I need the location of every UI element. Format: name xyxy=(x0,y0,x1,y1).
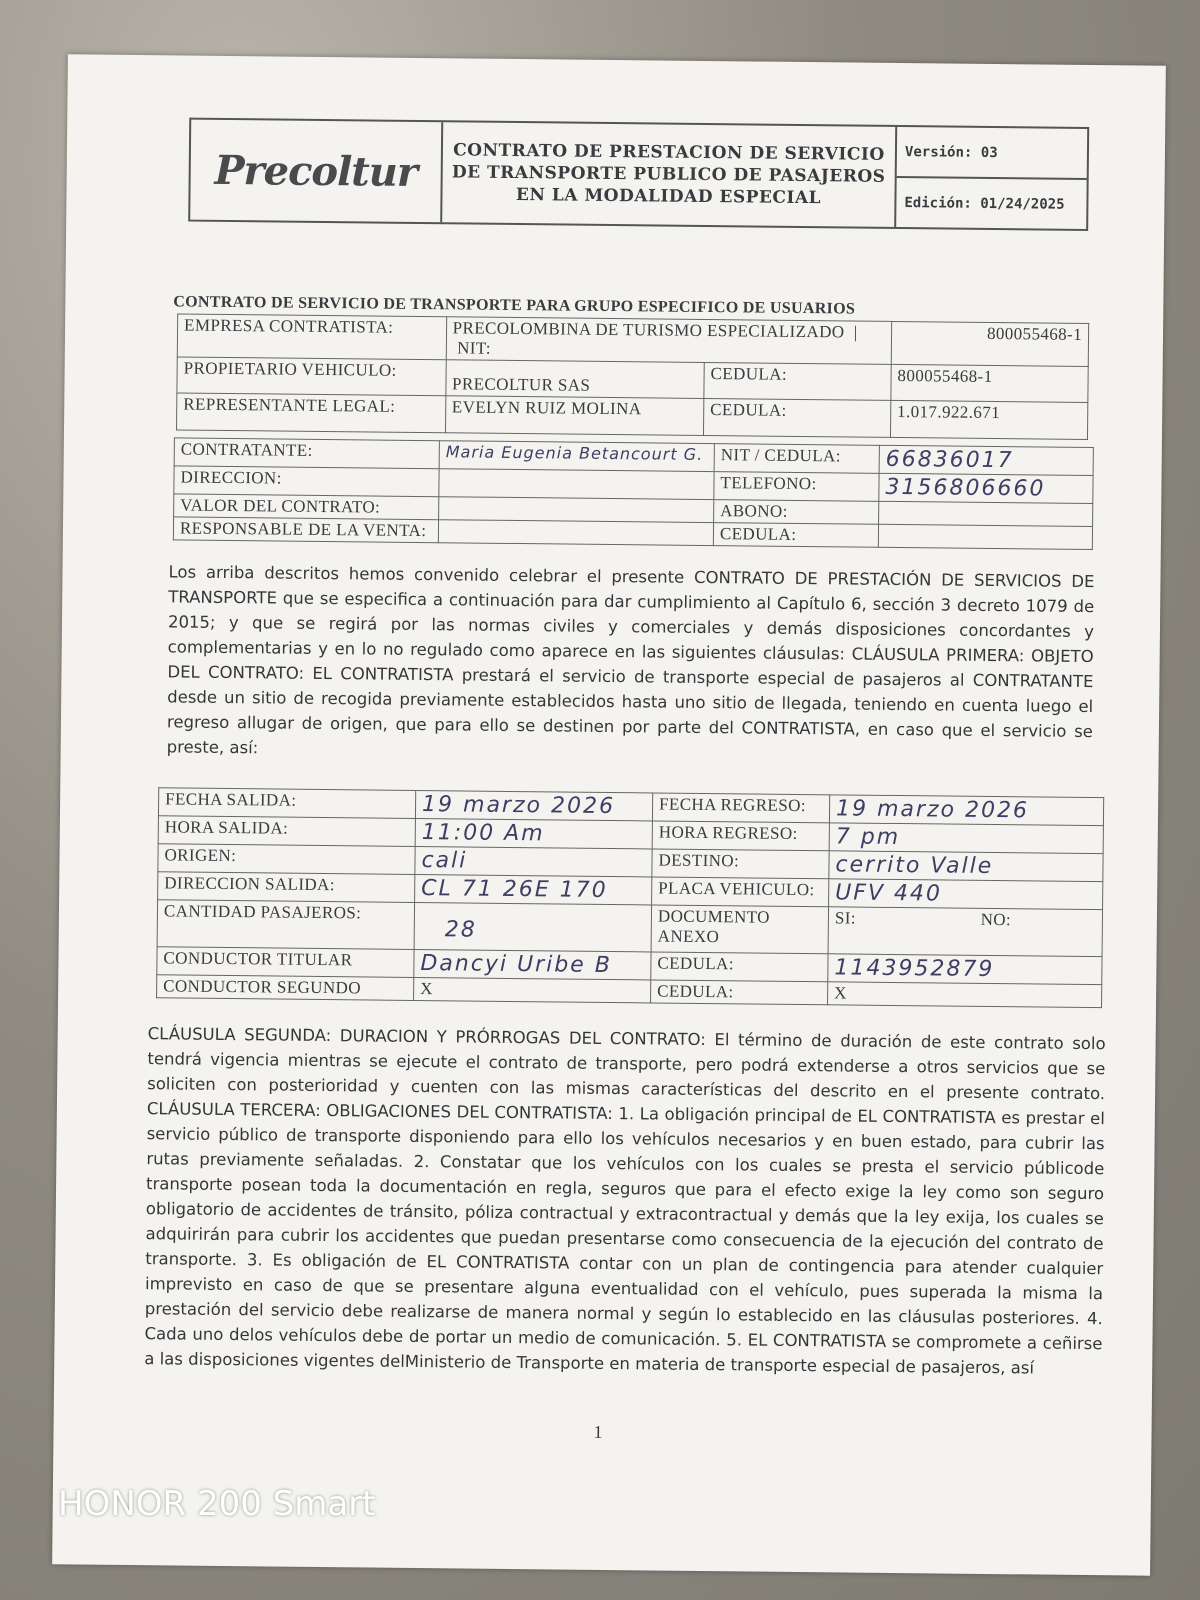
destino-value: cerrito Valle xyxy=(829,851,1103,882)
placa-value: UFV 440 xyxy=(829,879,1103,910)
cantidad-label: CANTIDAD PASAJEROS: xyxy=(157,900,414,950)
direccion-salida-value: CL 71 26E 170 xyxy=(415,874,652,904)
conductor-segundo-cedula: X xyxy=(828,982,1102,1008)
logo-cell xyxy=(190,120,443,223)
company-logo: Precoltur xyxy=(214,146,418,196)
contratante-value: Maria Eugenia Betancourt G. xyxy=(439,441,714,472)
nit-cedula-value: 66836017 xyxy=(879,445,1093,475)
nit-value: 800055468-1 xyxy=(891,321,1089,366)
propietario-cedula: 800055468-1 xyxy=(891,364,1089,402)
placa-label: PLACA VEHICULO: xyxy=(652,877,829,907)
nit-label: NIT: xyxy=(457,338,492,358)
fecha-salida-value: 19 marzo 2026 xyxy=(415,790,652,820)
document-header xyxy=(188,118,1089,231)
direccion-label: DIRECCION: xyxy=(174,466,439,497)
client-table xyxy=(173,437,1094,550)
origen-label: ORIGEN: xyxy=(158,844,415,875)
section-title: CONTRATO DE SERVICIO DE TRANSPORTE PARA GRUPO ESPECIFICO DE USUARIOS xyxy=(173,293,856,318)
empresa-value: PRECOLOMBINA DE TURISMO ESPECIALIZADO | NIT: xyxy=(446,317,892,365)
cantidad-value: 28 xyxy=(414,902,651,951)
telefono-value: 3156806660 xyxy=(879,473,1093,503)
clause-first-paragraph: Los arriba descritos hemos convenido celebrar el presente CONTRATO DE PRESTACIÓN DE SERVICIOS DE TRANSPORTE que se especifica a continuación para dar cumplimiento al Capítulo 6, sección 3 decreto 1079 de 2015; y que se regirá por las normas civiles y comerciales y demás disposiciones concordantes y complementarias y en lo no regulado como aparece en las siguientes cláusulas: CLÁUSULA PRIMERA: OBJETO DEL CONTRATO: EL CONTRATISTA prestará el servicio de transporte especial de pasajeros al CONTRATANTE desde un sitio de recogida previamente establecidos hasta uno sitio de llegada, teniendo en cuenta luego el regreso allugar de origen, que para ello se destinen por parte del CONTRATISTA, en caso que el servicio se preste, así: xyxy=(166,562,1095,758)
no-label: NO: xyxy=(980,909,1012,930)
abono-value xyxy=(879,501,1093,526)
document-title xyxy=(442,122,897,227)
contratante-label: CONTRATANTE: xyxy=(174,438,439,469)
si-label: SI: xyxy=(834,908,857,928)
conductor-segundo-value: X xyxy=(414,977,651,1002)
fecha-regreso-value: 19 marzo 2026 xyxy=(829,795,1103,826)
conductor-titular-cedula: 1143952879 xyxy=(828,954,1102,985)
origen-value: cali xyxy=(415,846,652,876)
hora-regreso-value: 7 pm xyxy=(829,823,1103,854)
fecha-salida-label: FECHA SALIDA: xyxy=(158,788,415,819)
propietario-value: PRECOLTUR SAS xyxy=(445,360,704,399)
representante-value: EVELYN RUIZ MOLINA xyxy=(445,396,704,436)
direccion-value xyxy=(439,469,714,500)
telefono-label: TELEFONO: xyxy=(714,472,879,502)
cedula-label: CEDULA: xyxy=(704,362,891,400)
title-line: CONTRATO DE PRESTACION DE SERVICIO xyxy=(453,140,885,165)
empresa-name: PRECOLOMBINA DE TURISMO ESPECIALIZADO xyxy=(452,318,845,342)
camera-watermark: HONOR 200 Smart xyxy=(58,1484,376,1524)
cedula-label: CEDULA: xyxy=(703,398,890,437)
responsable-cedula xyxy=(878,524,1092,549)
title-line: EN LA MODALIDAD ESPECIAL xyxy=(515,184,822,209)
hora-regreso-label: HORA REGRESO: xyxy=(652,821,829,851)
responsable-value xyxy=(438,520,713,546)
representante-cedula: 1.017.922.671 xyxy=(890,400,1088,439)
title-line: DE TRANSPORTE PUBLICO DE PASAJEROS xyxy=(451,162,886,187)
clause-second-third-paragraph: CLÁUSULA SEGUNDA: DURACION Y PRÓRROGAS DEL CONTRATO: El término de duración de este contrato solo tendrá vigencia mientras se ejecute el contrato de transporte, pero podrá extenderse a otros servicios que se soliciten con posterioridad y cuenten con las mismas características del descrito en el presente contrato. CLÁUSULA TERCERA: OBLIGACIONES DEL CONTRATISTA: 1. La obligación principal de EL CONTRATISTA es prestar el servicio público de transporte disponiendo para ello los vehículos necesarios y en buen estado, para cubrir las rutas previamente señaladas. 2. Constatar que los vehículos con los cuales se presta el servicio públicode transporte posean toda la documentación en regla, seguros que para el efecto exige la ley como son seguro obligatorio de accidentes de tránsito, póliza contractual y extracontractual y demás que la ley exija, los cuales se adquirirán para cubrir los accidentes que puedan presentarse como consecuencia de la ejecución del contrato de transporte. 3. Es obligación de EL CONTRATISTA contar con un plan de contingencia para atender cualquier imprevisto en caso de que se presentare alguna eventualidad con el vehículo, pues superada la misma la prestación del servicio debe realizarse de manera normal y según lo establecido en las cláusulas posteriores. 4. Cada uno delos vehículos debe de portar un medio de comunicación. 5. EL CONTRATISTA se compromete a ceñirse a las disposiciones vigentes delMinisterio de Transporte en materia de transporte especial de pasajeros, así xyxy=(144,1024,1106,1378)
cedula-label: CEDULA: xyxy=(651,952,828,982)
trip-table xyxy=(156,787,1104,1008)
empresa-label: EMPRESA CONTRATISTA: xyxy=(177,314,446,360)
edition-label: Edición: 01/24/2025 xyxy=(904,194,1065,213)
page-number: 1 xyxy=(593,1421,603,1442)
propietario-label: PROPIETARIO VEHICULO: xyxy=(177,357,446,396)
abono-label: ABONO: xyxy=(714,500,879,525)
hora-salida-value: 11:00 Am xyxy=(415,818,652,848)
conductor-titular-value: Dancyi Uribe B xyxy=(414,949,651,979)
document-meta xyxy=(896,127,1087,229)
direccion-salida-label: DIRECCION SALIDA: xyxy=(158,872,415,903)
valor-label: VALOR DEL CONTRATO: xyxy=(174,494,439,520)
version-label: Versión: 03 xyxy=(897,127,1088,180)
cedula-label: CEDULA: xyxy=(651,980,828,1005)
destino-label: DESTINO: xyxy=(652,849,829,879)
nit-cedula-label: NIT / CEDULA: xyxy=(714,444,879,474)
hora-salida-label: HORA SALIDA: xyxy=(158,816,415,847)
responsable-label: RESPONSABLE DE LA VENTA: xyxy=(173,517,438,543)
company-table xyxy=(176,313,1089,440)
documento-label: DOCUMENTO ANEXO xyxy=(651,905,828,954)
fecha-regreso-label: FECHA REGRESO: xyxy=(652,793,829,823)
conductor-segundo-label: CONDUCTOR SEGUNDO xyxy=(157,975,414,1001)
valor-value xyxy=(439,497,714,523)
conductor-titular-label: CONDUCTOR TITULAR xyxy=(157,947,414,978)
contract-page xyxy=(52,54,1166,1575)
cedula-label: CEDULA: xyxy=(713,523,878,548)
documento-options xyxy=(828,907,1102,957)
representante-label: REPRESENTANTE LEGAL: xyxy=(177,393,446,433)
